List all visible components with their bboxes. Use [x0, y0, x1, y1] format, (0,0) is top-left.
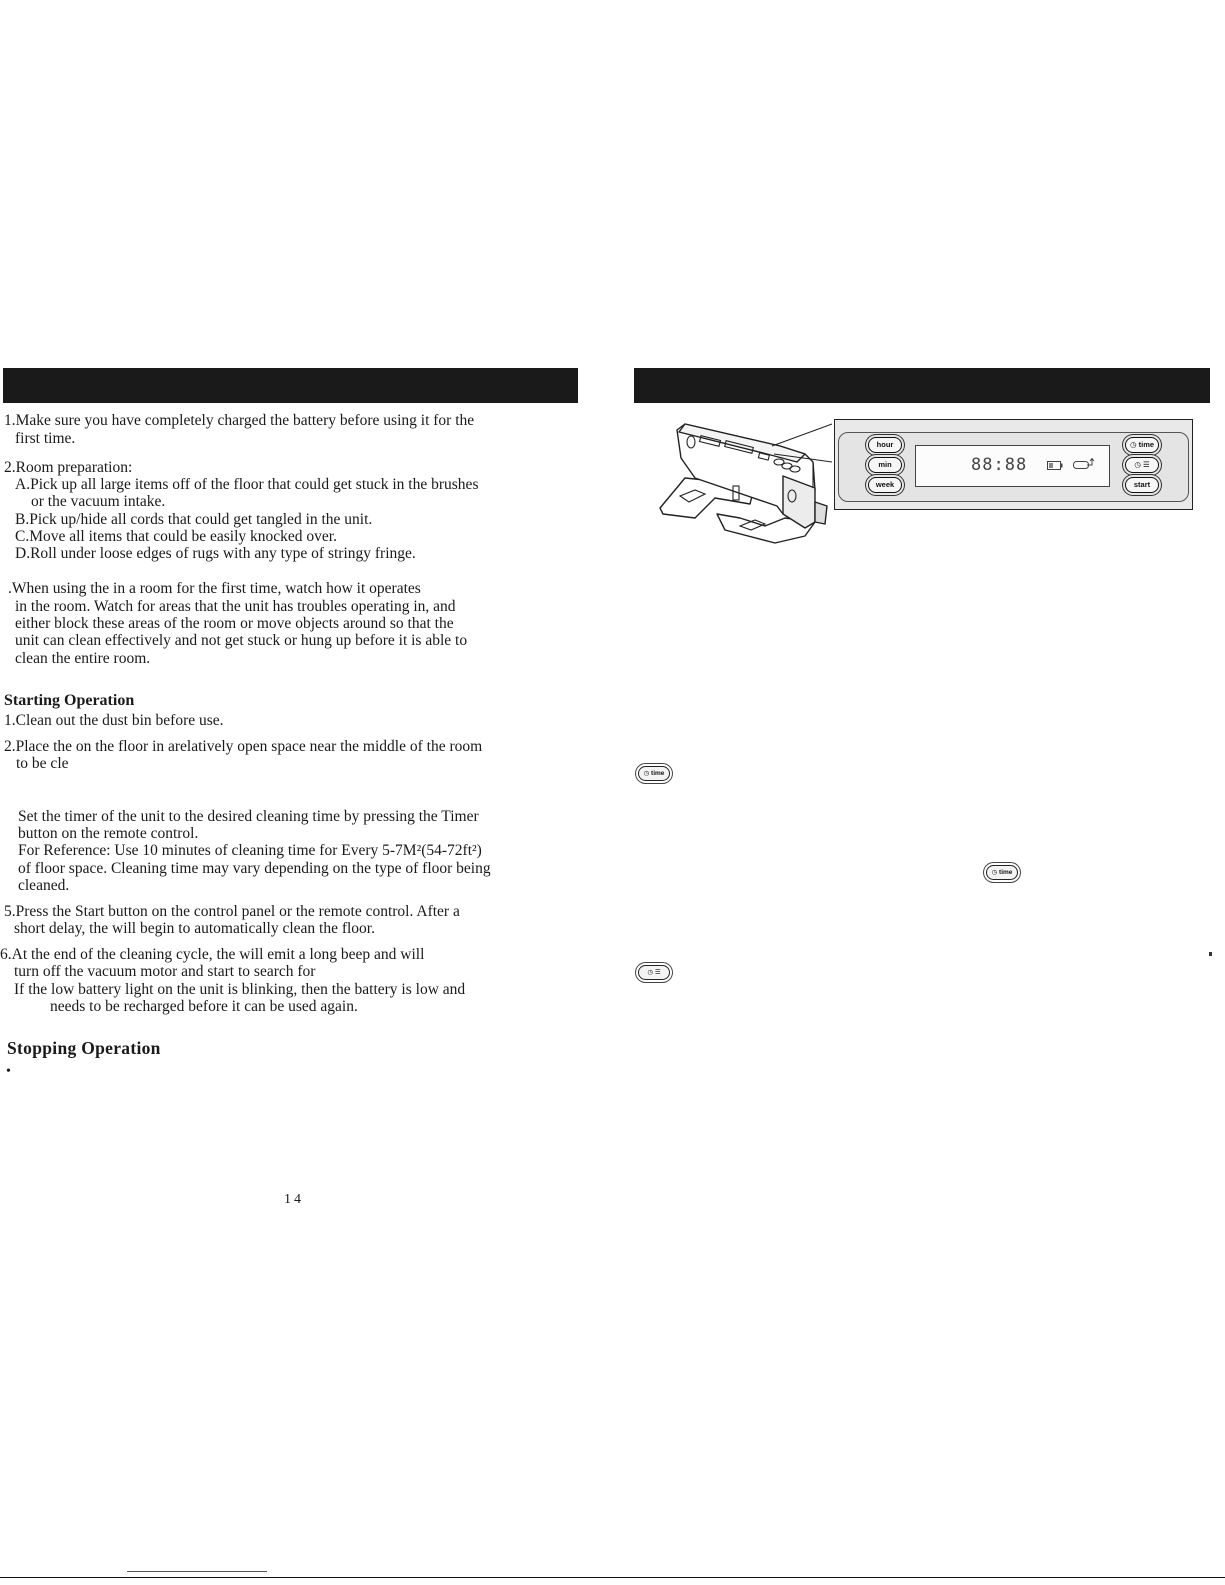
- week-button[interactable]: week: [868, 477, 902, 493]
- room-prep-item-a: A.Pick up all large items off of the floor that could get stuck in the brushes: [15, 476, 479, 493]
- start-step-5: 5.Press the Start button on the control panel or the remote control. After a: [4, 903, 460, 920]
- time-button-icon-1: [638, 766, 670, 781]
- room-prep-item-b: B.Pick up/hide all cords that could get tangled in the unit.: [15, 511, 373, 528]
- clock-icon: ◷: [1129, 440, 1137, 449]
- room-prep-heading: 2.Room preparation:: [4, 459, 133, 476]
- clock-icon: ◷: [643, 770, 650, 777]
- timer-list-icon: ◷ ☰: [647, 969, 661, 976]
- margin-dot: [1209, 952, 1212, 956]
- first-time-line-4: unit can clean effectively and not get stuck or hung up before it is able to: [15, 632, 468, 649]
- clock-icon: ◷: [991, 869, 998, 876]
- start-button[interactable]: start: [1125, 477, 1159, 493]
- intro-line-1: 1.Make sure you have completely charged the battery before using it for the: [4, 412, 475, 429]
- time-button-label: time: [1138, 440, 1155, 449]
- starting-step-2-cont: to be cle: [16, 755, 69, 772]
- low-battery-line-2: needs to be recharged before it can be used again.: [50, 998, 358, 1015]
- timer-list-button[interactable]: [1125, 457, 1159, 473]
- first-time-line-5: clean the entire room.: [15, 650, 151, 667]
- intro-line-2: first time.: [15, 430, 76, 447]
- first-time-line-3: either block these areas of the room or move objects around so that the: [15, 615, 454, 632]
- timer-line-3: For Reference: Use 10 minutes of cleaning time for Every 5-7M²(54-72ft²): [18, 842, 482, 859]
- footer-link-underline[interactable]: [127, 1571, 267, 1572]
- left-section-header-bar: [3, 368, 578, 403]
- timer-line-1: Set the timer of the unit to the desired cleaning time by pressing the Timer: [18, 808, 479, 825]
- first-time-line-1: .When using the in a room for the first time, watch how it operates: [8, 580, 421, 597]
- right-section-header-bar: [634, 368, 1210, 403]
- control-panel-callout: [834, 419, 1193, 510]
- room-prep-item-a-cont: or the vacuum intake.: [31, 493, 166, 510]
- starting-operation-heading: Starting Operation: [4, 692, 135, 709]
- timer-line-5: cleaned.: [18, 877, 70, 894]
- footer-rule: [0, 1577, 1225, 1578]
- end-step-6-cont: turn off the vacuum motor and start to search for: [14, 963, 316, 980]
- low-battery-line-1: If the low battery light on the unit is blinking, then the battery is low and: [14, 981, 466, 998]
- hour-button[interactable]: hour: [868, 437, 902, 453]
- dock-return-icon: [1073, 458, 1095, 470]
- callout-lines: [760, 418, 840, 478]
- battery-icon: [1047, 461, 1063, 470]
- timer-line-2: button on the remote control.: [18, 825, 199, 842]
- min-button[interactable]: min: [868, 457, 902, 473]
- starting-step-1: 1.Clean out the dust bin before use.: [4, 712, 224, 729]
- stopping-operation-heading: Stopping Operation: [7, 1038, 161, 1058]
- timer-list-icon: ◷ ☰: [1134, 460, 1150, 469]
- start-step-5-cont: short delay, the will begin to automatically clean the floor.: [14, 920, 375, 937]
- time-icon-label: time: [651, 770, 665, 777]
- timer-line-4: of floor space. Cleaning time may vary depending on the type of floor being: [18, 860, 491, 877]
- first-time-line-2: in the room. Watch for areas that the unit has troubles operating in, and: [15, 598, 456, 615]
- lcd-clock-digits: 88:88: [971, 455, 1028, 475]
- stopping-bullet: •: [6, 1064, 11, 1079]
- timer-list-button-icon: [638, 965, 670, 980]
- room-prep-item-c: C.Move all items that could be easily knocked over.: [15, 528, 337, 545]
- time-button[interactable]: [1125, 437, 1159, 453]
- time-icon-label: time: [999, 869, 1013, 876]
- page-number: 14: [284, 1192, 304, 1207]
- lcd-display: [915, 445, 1110, 487]
- starting-step-2: 2.Place the on the floor in arelatively open space near the middle of the room: [4, 738, 483, 755]
- end-step-6: 6.At the end of the cleaning cycle, the will emit a long beep and will: [0, 946, 425, 963]
- time-button-icon-2: [986, 865, 1018, 880]
- room-prep-item-d: D.Roll under loose edges of rugs with any type of stringy fringe.: [15, 545, 416, 562]
